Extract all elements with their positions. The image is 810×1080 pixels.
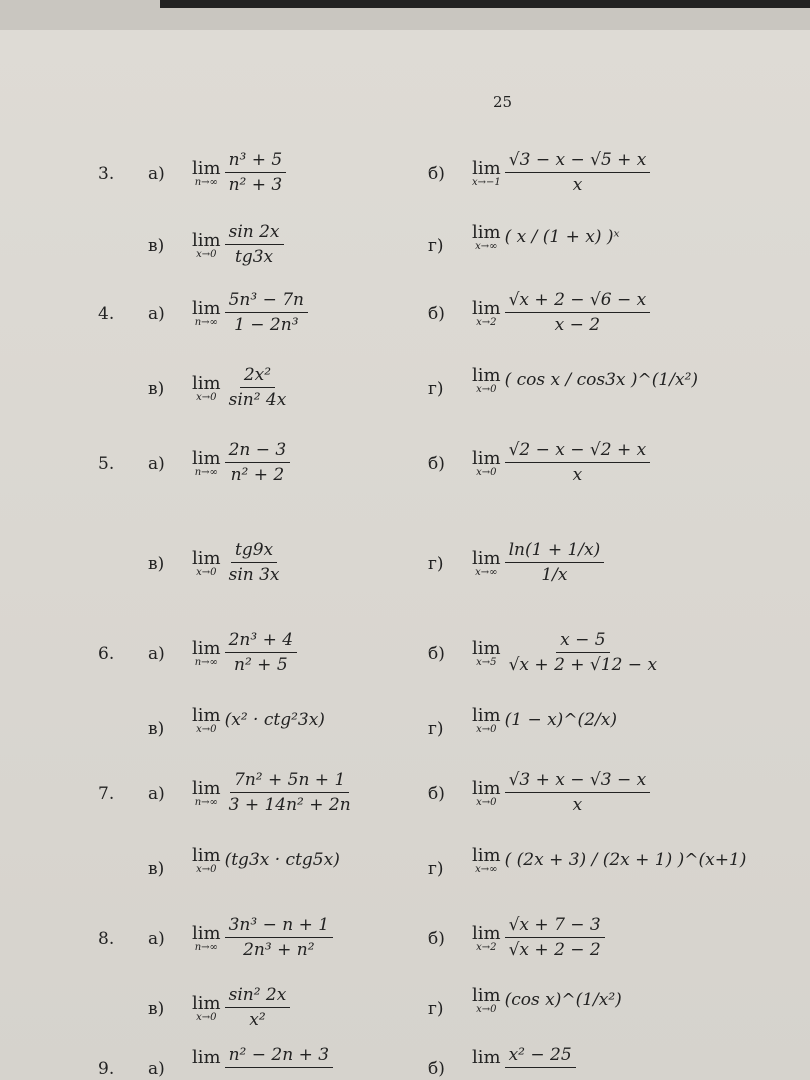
denominator: tg3x [234, 247, 274, 267]
lim-subscript: x→0 [476, 796, 497, 808]
denominator: sin 3x [228, 565, 280, 585]
fraction [225, 630, 297, 675]
lim-subscript: x→0 [196, 864, 217, 875]
lim-subscript: n→∞ [194, 656, 218, 668]
lim-word: lim [472, 365, 501, 386]
lim-operator [472, 923, 501, 953]
lim-subscript: x→2 [476, 316, 497, 328]
item-letter: б) [428, 454, 445, 474]
lim-operator [192, 298, 221, 328]
lim-subscript: x→0 [476, 1004, 497, 1015]
limit-expression [192, 915, 333, 960]
lim-word: lim [192, 777, 221, 799]
lim-word: lim [472, 547, 501, 569]
item-letter: а) [148, 1059, 165, 1079]
lim-subscript: x→∞ [475, 241, 498, 252]
numerator: sin 2x [225, 222, 284, 245]
limit-expression [192, 440, 290, 485]
lim-operator [472, 298, 501, 328]
denominator: 2n³ + n² [243, 940, 315, 960]
page-sheet [0, 30, 810, 1080]
fraction [225, 985, 291, 1030]
fraction [505, 770, 651, 815]
numerator: 2x² [240, 365, 275, 388]
numerator: 3n³ − n + 1 [225, 915, 333, 938]
limit-expression [192, 222, 284, 267]
fraction [225, 222, 284, 267]
denominator: x [572, 175, 583, 195]
lim-subscript: x→0 [476, 466, 497, 478]
limit-expression [192, 150, 286, 195]
lim-subscript: x→0 [196, 566, 217, 578]
numerator: ln(1 + 1/x) [505, 540, 605, 563]
numerator: √3 − x − √5 + x [505, 150, 651, 173]
lim-operator [192, 158, 221, 188]
fraction [225, 540, 284, 585]
problem-number: 6. [98, 644, 115, 664]
lim-word: lim [472, 777, 501, 799]
numerator: √x + 2 − √6 − x [505, 290, 651, 313]
fraction [225, 290, 308, 335]
fraction [225, 1045, 333, 1068]
limit-expression [472, 365, 698, 395]
numerator: √2 − x − √2 + x [505, 440, 651, 463]
item-letter: а) [148, 784, 165, 804]
numerator: √3 + x − √3 − x [505, 770, 651, 793]
lim-operator [192, 993, 221, 1023]
lim-word: lim [192, 992, 221, 1014]
lim-word: lim [472, 157, 501, 179]
lim-word: lim [192, 372, 221, 394]
limit-expression [192, 705, 325, 735]
lim-subscript: x→0 [196, 391, 217, 403]
lim-word: lim [192, 637, 221, 659]
fraction [505, 630, 661, 675]
item-letter: б) [428, 644, 445, 664]
lim-word: lim [472, 447, 501, 469]
limit-expression [472, 290, 650, 335]
numerator: 7n² + 5n + 1 [230, 770, 349, 793]
expression-body: (cos x)^(1/x²) [504, 990, 622, 1010]
limit-expression [472, 222, 620, 252]
lim-word: lim [472, 222, 501, 243]
lim-operator [472, 845, 501, 875]
dark-strip [160, 0, 810, 8]
problem-number: 5. [98, 454, 115, 474]
item-letter: а) [148, 164, 165, 184]
lim-operator [472, 158, 501, 188]
lim-operator [192, 373, 221, 403]
limit-expression [192, 290, 308, 335]
lim-operator [472, 448, 501, 478]
limit-expression [192, 845, 340, 875]
numerator: n² − 2n + 3 [225, 1045, 333, 1068]
lim-subscript: x→0 [196, 724, 217, 735]
denominator: n² + 3 [228, 175, 283, 195]
denominator: n² + 5 [234, 655, 288, 675]
item-letter: в) [148, 236, 165, 256]
fraction [225, 440, 291, 485]
limit-expression [472, 150, 650, 195]
item-letter: в) [148, 379, 165, 399]
fraction [505, 290, 651, 335]
lim-operator [472, 705, 501, 735]
expression-body: ( cos x / cos3x )^(1/x²) [504, 370, 699, 390]
lim-subscript: x→−1 [472, 176, 501, 188]
denominator: 1 − 2n³ [234, 315, 299, 335]
item-letter: г) [428, 719, 444, 739]
denominator: √x + 2 − 2 [508, 940, 601, 960]
numerator: tg9x [231, 540, 277, 563]
fraction [225, 770, 355, 815]
page-number: 25 [493, 93, 513, 111]
lim-subscript: x→5 [476, 656, 497, 668]
lim-word: lim [192, 705, 221, 726]
lim-operator [192, 230, 221, 260]
lim-word: lim [192, 922, 221, 944]
problem-number: 9. [98, 1059, 115, 1079]
numerator: 2n³ + 4 [225, 630, 297, 653]
lim-operator [192, 548, 221, 578]
lim-word: lim [472, 922, 501, 944]
expression-body: ( (2x + 3) / (2x + 1) )^(x+1) [504, 850, 747, 870]
item-letter: г) [428, 999, 444, 1019]
item-letter: б) [428, 929, 445, 949]
item-letter: г) [428, 236, 444, 256]
limit-expression [472, 845, 746, 875]
denominator: √x + 2 + √12 − x [508, 655, 658, 675]
lim-word: lim [192, 1047, 221, 1068]
lim-subscript: x→0 [476, 384, 497, 395]
limit-expression [192, 365, 290, 410]
denominator: sin² 4x [228, 390, 287, 410]
lim-subscript: x→0 [476, 724, 497, 735]
limit-expression [472, 705, 617, 735]
expression-body: (tg3x · ctg5x) [224, 850, 340, 870]
expression-body: (1 − x)^(2/x) [504, 710, 617, 730]
lim-subscript: x→2 [476, 941, 497, 953]
item-letter: б) [428, 164, 445, 184]
lim-operator [192, 845, 221, 875]
lim-word: lim [472, 1047, 501, 1068]
lim-word: lim [192, 229, 221, 251]
item-letter: в) [148, 554, 165, 574]
item-letter: г) [428, 379, 444, 399]
fraction [505, 915, 605, 960]
lim-operator [192, 1047, 221, 1066]
limit-expression [472, 440, 650, 485]
denominator: 1/x [541, 565, 568, 585]
limit-expression [472, 770, 650, 815]
denominator: x [572, 465, 583, 485]
item-letter: в) [148, 859, 165, 879]
lim-operator [472, 638, 501, 668]
lim-operator [472, 778, 501, 808]
problem-number: 8. [98, 929, 115, 949]
lim-subscript: n→∞ [194, 176, 218, 188]
numerator: x − 5 [556, 630, 609, 653]
fraction [505, 440, 651, 485]
item-letter: б) [428, 784, 445, 804]
lim-word: lim [192, 447, 221, 469]
lim-operator [192, 705, 221, 735]
denominator: x² [249, 1010, 266, 1030]
lim-subscript: n→∞ [194, 316, 218, 328]
limit-expression [472, 540, 604, 585]
lim-word: lim [192, 547, 221, 569]
item-letter: г) [428, 554, 444, 574]
fraction [505, 1045, 576, 1068]
lim-operator [472, 1047, 501, 1066]
limit-expression [472, 985, 622, 1015]
problem-number: 4. [98, 304, 115, 324]
numerator: √x + 7 − 3 [505, 915, 605, 938]
numerator: n³ + 5 [225, 150, 287, 173]
item-letter: г) [428, 859, 444, 879]
lim-word: lim [472, 845, 501, 866]
limit-expression [192, 985, 290, 1030]
denominator: n² + 2 [230, 465, 285, 485]
numerator: sin² 2x [225, 985, 291, 1008]
lim-subscript: x→∞ [475, 566, 498, 578]
fraction [225, 915, 333, 960]
numerator: x² − 25 [505, 1045, 576, 1068]
expression-body: ( x / (1 + x) )ˣ [504, 227, 620, 247]
item-letter: в) [148, 999, 165, 1019]
item-letter: б) [428, 304, 445, 324]
item-letter: а) [148, 929, 165, 949]
limit-expression [192, 770, 355, 815]
fraction [225, 150, 287, 195]
limit-expression [192, 540, 284, 585]
lim-word: lim [192, 297, 221, 319]
problem-number: 7. [98, 784, 115, 804]
item-letter: а) [148, 304, 165, 324]
fraction [505, 540, 605, 585]
lim-operator [472, 222, 501, 252]
lim-word: lim [472, 297, 501, 319]
limit-expression [192, 1045, 333, 1068]
item-letter: а) [148, 454, 165, 474]
lim-subscript: x→0 [196, 248, 217, 260]
lim-operator [192, 923, 221, 953]
denominator: x − 2 [554, 315, 601, 335]
lim-subscript: x→∞ [475, 864, 498, 875]
fraction [225, 365, 291, 410]
item-letter: в) [148, 719, 165, 739]
lim-operator [192, 778, 221, 808]
lim-operator [192, 638, 221, 668]
lim-word: lim [472, 985, 501, 1006]
item-letter: а) [148, 644, 165, 664]
item-letter: б) [428, 1059, 445, 1079]
lim-subscript: n→∞ [194, 796, 218, 808]
lim-word: lim [472, 637, 501, 659]
lim-word: lim [192, 157, 221, 179]
fraction [505, 150, 651, 195]
numerator: 2n − 3 [225, 440, 291, 463]
expression-body: (x² · ctg²3x) [224, 710, 325, 730]
lim-subscript: x→0 [196, 1011, 217, 1023]
lim-word: lim [472, 705, 501, 726]
lim-word: lim [192, 845, 221, 866]
lim-operator [192, 448, 221, 478]
denominator: 3 + 14n² + 2n [228, 795, 351, 815]
lim-operator [472, 365, 501, 395]
limit-expression [472, 1045, 576, 1068]
lim-operator [472, 985, 501, 1015]
lim-subscript: n→∞ [194, 466, 218, 478]
lim-subscript: n→∞ [194, 941, 218, 953]
limit-expression [472, 630, 661, 675]
problem-number: 3. [98, 164, 115, 184]
limit-expression [192, 630, 297, 675]
denominator: x [572, 795, 583, 815]
numerator: 5n³ − 7n [225, 290, 308, 313]
lim-operator [472, 548, 501, 578]
limit-expression [472, 915, 605, 960]
